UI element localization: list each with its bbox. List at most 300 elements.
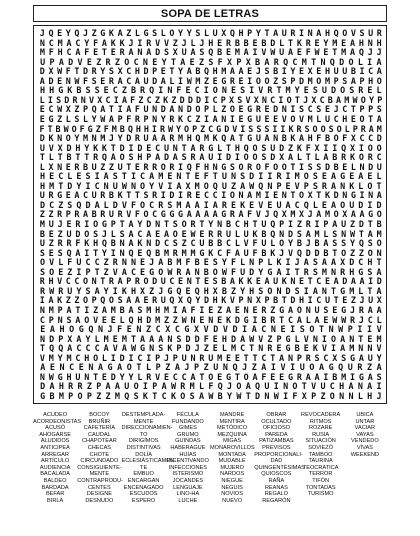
grid-letter: D — [155, 238, 161, 249]
word-column — [299, 412, 343, 504]
word-item: BOCOY — [89, 412, 110, 418]
grid-letter: B — [217, 390, 223, 401]
grid-letter: U — [279, 47, 285, 58]
grid-letter: R — [367, 152, 373, 163]
grid-letter: E — [100, 75, 106, 86]
grid-letter: S — [158, 343, 164, 354]
grid-letter: N — [190, 352, 196, 363]
grid-letter: V — [77, 56, 83, 67]
grid-letter: C — [161, 390, 167, 401]
grid-letter: G — [57, 371, 63, 382]
grid-letter: T — [332, 247, 338, 258]
grid-letter: E — [238, 75, 244, 86]
grid-letter: E — [285, 180, 291, 191]
grid-letter: R — [140, 85, 146, 96]
grid-letter: S — [316, 161, 322, 172]
grid-letter: B — [281, 133, 287, 144]
grid-letter: S — [376, 104, 382, 115]
grid-letter: A — [149, 333, 155, 344]
grid-letter: N — [281, 104, 287, 115]
grid-letter: K — [163, 94, 169, 105]
grid-letter: M — [66, 352, 72, 363]
grid-letter: K — [238, 276, 244, 287]
grid-letter: I — [94, 171, 100, 182]
grid-letter: A — [169, 104, 175, 115]
grid-letter: D — [299, 75, 305, 86]
grid-letter: G — [340, 171, 346, 182]
grid-letter: Q — [91, 104, 97, 115]
grid-letter: E — [296, 47, 302, 58]
grid-letter: D — [152, 276, 158, 287]
grid-letter: M — [230, 343, 237, 354]
grid-letter: B — [55, 123, 61, 134]
grid-letter: T — [376, 180, 382, 191]
grid-letter: S — [85, 285, 91, 296]
grid-letter: N — [287, 352, 294, 363]
grid-letter: I — [359, 190, 365, 201]
grid-letter: E — [316, 66, 322, 77]
grid-letter: U — [367, 352, 373, 363]
grid-letter: F — [342, 133, 348, 144]
grid-letter: R — [158, 199, 164, 210]
grid-letter: O — [84, 314, 90, 325]
grid-letter: Z — [65, 295, 71, 306]
word-item — [343, 471, 387, 478]
grid-letter: J — [194, 343, 200, 354]
word-item: METÓDICO — [217, 425, 248, 432]
grid-letter: L — [240, 257, 246, 268]
grid-letter: P — [194, 362, 200, 373]
grid-letter: G — [100, 28, 106, 38]
grid-letter: O — [65, 133, 71, 144]
grid-letter: E — [234, 352, 240, 363]
grid-row — [38, 257, 384, 267]
grid-letter: X — [212, 285, 218, 296]
grid-letter: H — [143, 123, 149, 134]
grid-letter: I — [285, 257, 291, 268]
grid-letter: M — [324, 209, 330, 220]
grid-letter: Z — [198, 56, 205, 67]
grid-letter: R — [119, 47, 125, 58]
grid-letter: A — [185, 266, 191, 277]
grid-letter: F — [134, 209, 140, 220]
grid-letter: E — [155, 228, 161, 239]
grid-letter: Q — [358, 47, 364, 58]
grid-letter: Q — [169, 295, 175, 306]
word-item: RUSIA — [312, 431, 330, 438]
grid-letter: W — [236, 390, 242, 401]
grid-letter: Q — [186, 161, 192, 172]
grid-letter: T — [318, 324, 324, 335]
grid-letter: U — [347, 362, 353, 373]
grid-letter: S — [312, 85, 318, 96]
grid-letter: F — [261, 371, 267, 382]
grid-letter: F — [176, 85, 182, 96]
grid-letter: R — [349, 314, 356, 325]
grid-letter: A — [67, 343, 73, 354]
grid-letter: N — [222, 362, 228, 373]
grid-letter: T — [47, 123, 53, 134]
word-item: VENDEDO — [351, 438, 379, 445]
grid-letter: O — [331, 333, 337, 344]
grid-letter: E — [252, 37, 258, 48]
grid-letter: C — [319, 94, 325, 105]
grid-letter: B — [376, 219, 382, 229]
grid-letter: R — [341, 152, 347, 163]
grid-letter: T — [350, 104, 356, 115]
grid-letter: I — [167, 180, 173, 191]
grid-letter: H — [75, 142, 81, 153]
grid-letter: Q — [283, 56, 289, 67]
grid-letter: Z — [296, 219, 302, 229]
word-item: TO — [139, 431, 148, 438]
grid-letter: N — [186, 276, 192, 287]
grid-letter: U — [240, 266, 246, 277]
grid-row — [38, 85, 384, 95]
grid-letter: T — [301, 381, 307, 392]
grid-letter: S — [349, 85, 355, 96]
grid-letter: N — [357, 381, 363, 392]
grid-letter: Z — [358, 247, 364, 258]
grid-letter: E — [181, 228, 187, 239]
grid-letter: S — [189, 390, 195, 401]
grid-letter: U — [261, 238, 267, 249]
grid-letter: U — [261, 219, 267, 229]
grid-letter: G — [340, 285, 346, 296]
grid-letter: F — [83, 75, 89, 86]
grid-letter: A — [198, 390, 205, 401]
grid-letter: O — [180, 390, 186, 401]
grid-letter: A — [287, 304, 294, 315]
grid-letter: A — [160, 75, 166, 86]
word-item: BACALADA — [40, 471, 71, 478]
grid-letter: R — [340, 266, 346, 277]
grid-letter: E — [48, 247, 54, 258]
grid-letter: A — [128, 47, 134, 58]
grid-letter: C — [212, 190, 218, 201]
grid-letter: Y — [287, 238, 294, 249]
grid-letter: I — [323, 371, 329, 382]
word-item: SITUACIÓN — [305, 438, 336, 445]
grid-letter: P — [83, 104, 89, 115]
word-item: DIRECCIONAMIEN- — [121, 425, 173, 432]
grid-letter: S — [93, 228, 99, 239]
grid-letter: D — [64, 94, 70, 105]
grid-letter: P — [176, 343, 182, 354]
grid-letter: T — [40, 343, 46, 354]
grid-letter: V — [287, 247, 294, 258]
grid-letter: L — [316, 113, 322, 124]
grid-letter: K — [67, 85, 73, 96]
grid-letter: Q — [88, 324, 94, 335]
grid-letter: I — [39, 295, 45, 306]
grid-letter: S — [94, 85, 100, 96]
word-item: BRUÑIR — [88, 418, 111, 425]
grid-letter: T — [252, 219, 258, 229]
grid-letter: I — [252, 314, 258, 325]
grid-letter: I — [314, 219, 320, 229]
grid-letter: A — [203, 209, 210, 220]
grid-letter: Y — [178, 28, 184, 38]
grid-letter: D — [255, 390, 261, 401]
grid-letter: G — [208, 142, 214, 153]
grid-letter: E — [189, 56, 195, 67]
grid-letter: W — [130, 343, 136, 354]
grid-letter: T — [100, 276, 106, 287]
grid-letter: E — [299, 276, 305, 287]
grid-letter: U — [320, 381, 326, 392]
grid-letter: T — [93, 247, 99, 258]
grid-letter: D — [163, 152, 169, 163]
grid-letter: O — [195, 104, 201, 115]
grid-letter: F — [252, 238, 258, 249]
grid-letter: E — [367, 171, 373, 182]
grid-letter: D — [85, 199, 91, 210]
grid-letter: J — [227, 381, 233, 392]
grid-letter: A — [83, 209, 89, 220]
grid-letter: P — [359, 75, 365, 86]
grid-letter: Y — [160, 113, 166, 124]
grid-letter: O — [255, 161, 261, 172]
grid-letter: U — [108, 209, 114, 220]
grid-letter: S — [85, 85, 91, 96]
grid-letter: W — [270, 47, 276, 58]
grid-letter: E — [324, 104, 330, 115]
grid-letter: R — [358, 85, 364, 96]
grid-letter: E — [314, 37, 320, 48]
grid-letter: O — [320, 123, 326, 134]
grid-letter: N — [97, 324, 103, 335]
grid-letter: M — [376, 228, 382, 239]
grid-letter: S — [119, 228, 125, 239]
grid-letter: A — [199, 152, 205, 163]
grid-letter: T — [270, 352, 276, 363]
grid-letter: T — [170, 56, 176, 67]
grid-letter: V — [258, 85, 264, 96]
grid-letter: V — [299, 113, 305, 124]
grid-letter: J — [128, 37, 134, 48]
grid-letter: O — [133, 381, 139, 392]
grid-letter: J — [358, 314, 364, 325]
grid-letter: R — [208, 228, 214, 239]
grid-row — [38, 267, 384, 277]
grid-letter: C — [316, 295, 322, 306]
grid-letter: K — [121, 285, 127, 296]
grid-letter: I — [349, 371, 356, 382]
grid-letter: J — [83, 28, 89, 38]
grid-letter: W — [314, 47, 320, 58]
grid-letter: Z — [108, 161, 114, 172]
grid-letter: X — [57, 142, 63, 153]
grid-letter: W — [208, 390, 214, 401]
grid-letter: G — [287, 371, 294, 382]
grid-letter: U — [270, 142, 276, 153]
grid-letter: U — [91, 161, 97, 172]
grid-letter: K — [170, 390, 176, 401]
grid-letter: Z — [221, 104, 227, 115]
grid-letter: U — [368, 28, 374, 38]
grid-letter: C — [367, 314, 373, 325]
grid-letter: Z — [203, 75, 210, 86]
grid-letter: D — [376, 276, 382, 287]
grid-letter: Z — [95, 123, 101, 134]
grid-letter: E — [65, 190, 71, 201]
grid-letter: M — [48, 352, 54, 363]
grid-letter: Z — [230, 180, 237, 191]
grid-letter: N — [39, 304, 45, 315]
grid-letter: Y — [76, 285, 82, 296]
grid-letter: O — [340, 199, 346, 210]
grid-letter: O — [252, 152, 258, 163]
grid-letter: R — [108, 75, 114, 86]
grid-letter: F — [203, 171, 209, 182]
grid-letter: A — [181, 304, 187, 315]
word-item: OBRAR — [266, 412, 287, 418]
grid-letter: S — [332, 238, 338, 249]
grid-letter: S — [342, 75, 348, 86]
grid-letter: R — [91, 66, 97, 77]
word-item: CONTRAPRODU- — [77, 477, 123, 484]
grid-letter: U — [208, 352, 214, 363]
grid-letter: X — [314, 142, 320, 153]
grid-letter: A — [349, 37, 356, 48]
grid-letter: V — [321, 343, 327, 354]
grid-letter: R — [217, 228, 223, 239]
grid-letter: P — [279, 219, 285, 229]
grid-letter: S — [56, 94, 62, 105]
grid-letter: H — [349, 266, 355, 277]
grid-letter: K — [142, 390, 148, 401]
grid-letter: P — [303, 180, 309, 191]
grid-letter: A — [261, 362, 267, 373]
grid-letter: W — [221, 266, 227, 277]
grid-letter: L — [376, 171, 382, 182]
grid-letter: O — [143, 276, 149, 287]
grid-letter: A — [376, 66, 382, 77]
grid-letter: E — [48, 228, 54, 239]
word-item: TIFÓN — [312, 477, 330, 484]
grid-letter: F — [203, 333, 209, 344]
grid-letter: Y — [100, 66, 106, 77]
grid-letter: P — [352, 123, 358, 134]
grid-letter: I — [357, 324, 363, 335]
grid-letter: S — [57, 247, 63, 258]
grid-letter: H — [137, 314, 143, 325]
grid-letter: Q — [303, 199, 309, 210]
word-item: CHOTE — [89, 451, 110, 458]
grid-letter: A — [240, 333, 246, 344]
grid-letter: A — [358, 352, 364, 363]
grid-letter: R — [221, 199, 227, 210]
grid-letter: S — [117, 295, 123, 306]
grid-letter: D — [39, 133, 45, 144]
word-item: ARREGAR — [41, 451, 69, 458]
grid-letter: G — [107, 362, 113, 373]
grid-letter: G — [149, 266, 155, 277]
grid-letter: P — [152, 66, 158, 77]
grid-letter: F — [48, 47, 54, 58]
grid-letter: W — [63, 123, 69, 134]
grid-letter: E — [247, 66, 253, 77]
grid-letter: P — [276, 180, 282, 191]
grid-letter: S — [39, 247, 45, 258]
grid-letter: I — [84, 304, 90, 315]
grid-letter: A — [49, 324, 55, 335]
grid-letter: Z — [203, 343, 209, 354]
grid-letter: N — [349, 333, 355, 344]
grid-row — [38, 152, 384, 162]
grid-letter: R — [112, 257, 118, 268]
grid-letter: E — [185, 285, 191, 296]
grid-letter: D — [249, 171, 255, 182]
grid-letter: A — [276, 266, 282, 277]
word-item: MENTE — [89, 471, 110, 478]
grid-letter: O — [290, 113, 296, 124]
grid-letter: B — [155, 247, 161, 258]
grid-letter: O — [367, 142, 373, 153]
grid-letter: B — [217, 47, 223, 58]
grid-letter: R — [74, 161, 80, 172]
grid-letter: X — [307, 190, 313, 201]
grid-letter: P — [359, 104, 365, 115]
grid-letter: S — [341, 238, 347, 249]
grid-letter: S — [376, 371, 382, 382]
word-item: DISTINTIVAS — [126, 444, 161, 451]
grid-letter: O — [160, 161, 166, 172]
grid-letter: A — [146, 228, 152, 239]
grid-letter: B — [119, 304, 125, 315]
grid-letter: C — [149, 199, 155, 210]
word-item: MUDABLE — [218, 458, 246, 465]
grid-letter: R — [108, 276, 114, 287]
grid-letter: D — [279, 142, 285, 153]
grid-letter: P — [258, 257, 264, 268]
grid-letter: I — [321, 333, 327, 344]
grid-letter: S — [248, 123, 254, 134]
grid-letter: D — [213, 324, 219, 335]
grid-letter: E — [160, 66, 166, 77]
word-item: HABERAGUE — [170, 444, 206, 451]
word-item: INCENTIVANDO — [166, 458, 209, 465]
grid-letter: Z — [171, 94, 177, 105]
grid-letter: R — [186, 190, 192, 201]
grid-letter: E — [140, 266, 146, 277]
grid-letter: J — [333, 104, 339, 115]
grid-row — [38, 209, 384, 219]
grid-letter: R — [296, 123, 302, 134]
grid-letter: I — [290, 362, 296, 373]
grid-letter: W — [273, 390, 279, 401]
word-item: BALDEO — [43, 477, 67, 484]
grid-letter: N — [261, 94, 267, 105]
grid-letter: Z — [203, 362, 209, 373]
grid-letter: A — [195, 209, 201, 220]
grid-letter: G — [199, 247, 205, 258]
grid-letter: G — [87, 123, 93, 134]
grid-letter: E — [203, 276, 210, 287]
grid-letter: F — [230, 266, 237, 277]
grid-letter: R — [134, 276, 140, 287]
grid-letter: Z — [349, 219, 356, 229]
grid-letter: U — [342, 66, 348, 77]
grid-letter: V — [155, 371, 161, 382]
grid-letter: N — [88, 362, 94, 373]
grid-letter: G — [78, 324, 84, 335]
word-column — [343, 412, 387, 504]
grid-letter: S — [281, 75, 287, 86]
grid-letter: I — [247, 75, 253, 86]
word-item: ECLESIÁSTICAMEN- — [121, 458, 176, 465]
